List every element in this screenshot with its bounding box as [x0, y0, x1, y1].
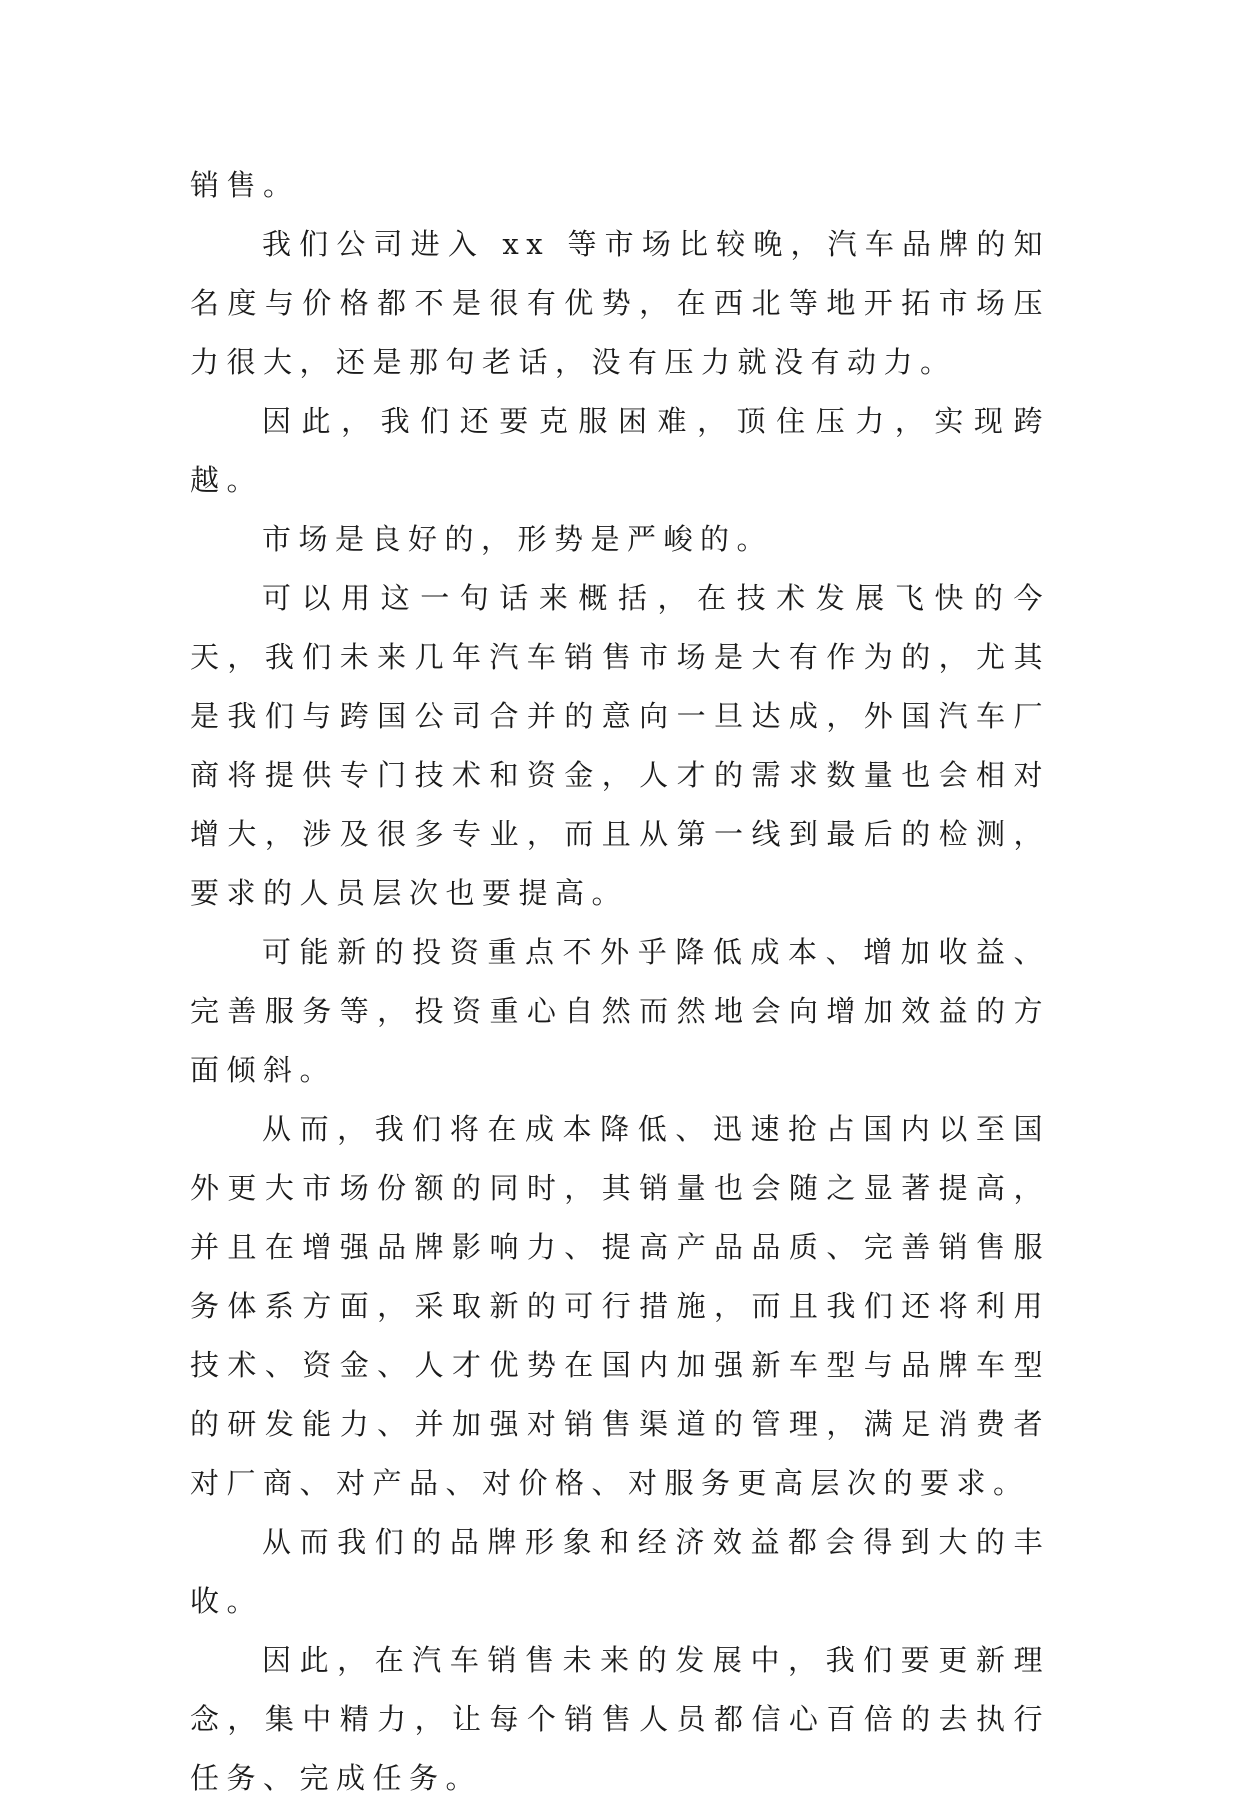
document-body — [190, 156, 1050, 1808]
paragraph-1: 销售。 — [190, 168, 300, 202]
paragraph-2: 我们公司进入 xx 等市场比较晚，汽车品牌的知名度与价格都不是很有优势，在西北等地开拓市场压力很大，还是那句老话，没有压力就没有动力。 — [190, 227, 1050, 379]
paragraph-6: 可能新的投资重点不外乎降低成本、增加收益、完善服务等，投资重心自然而然地会向增加效益的方面倾斜。 — [190, 935, 1050, 1087]
paragraph-7: 从而，我们将在成本降低、迅速抢占国内以至国外更大市场份额的同时，其销量也会随之显著提高，并且在增强品牌影响力、提高产品品质、完善销售服务体系方面，采取新的可行措施，而且我们还将利用技术、资金、人才优势在国内加强新车型与品牌车型的研发能力、并加强对销售渠道的管理，满足消费者对厂商、对产品、对价格、对服务更高层次的要求。 — [190, 1112, 1050, 1500]
paragraph-5: 可以用这一句话来概括，在技术发展飞快的今天，我们未来几年汽车销售市场是大有作为的，尤其是我们与跨国公司合并的意向一旦达成，外国汽车厂商将提供专门技术和资金，人才的需求数量也会相对增大，涉及很多专业，而且从第一线到最后的检测，要求的人员层次也要提高。 — [190, 581, 1050, 910]
paragraph-4: 市场是良好的，形势是严峻的。 — [262, 522, 774, 556]
paragraph-3: 因此，我们还要克服困难，顶住压力，实现跨越。 — [190, 404, 1050, 497]
paragraph-8: 从而我们的品牌形象和经济效益都会得到大的丰收。 — [190, 1525, 1050, 1618]
paragraph-9: 因此，在汽车销售未来的发展中，我们要更新理念，集中精力，让每个销售人员都信心百倍的去执行任务、完成任务。 — [190, 1643, 1050, 1795]
